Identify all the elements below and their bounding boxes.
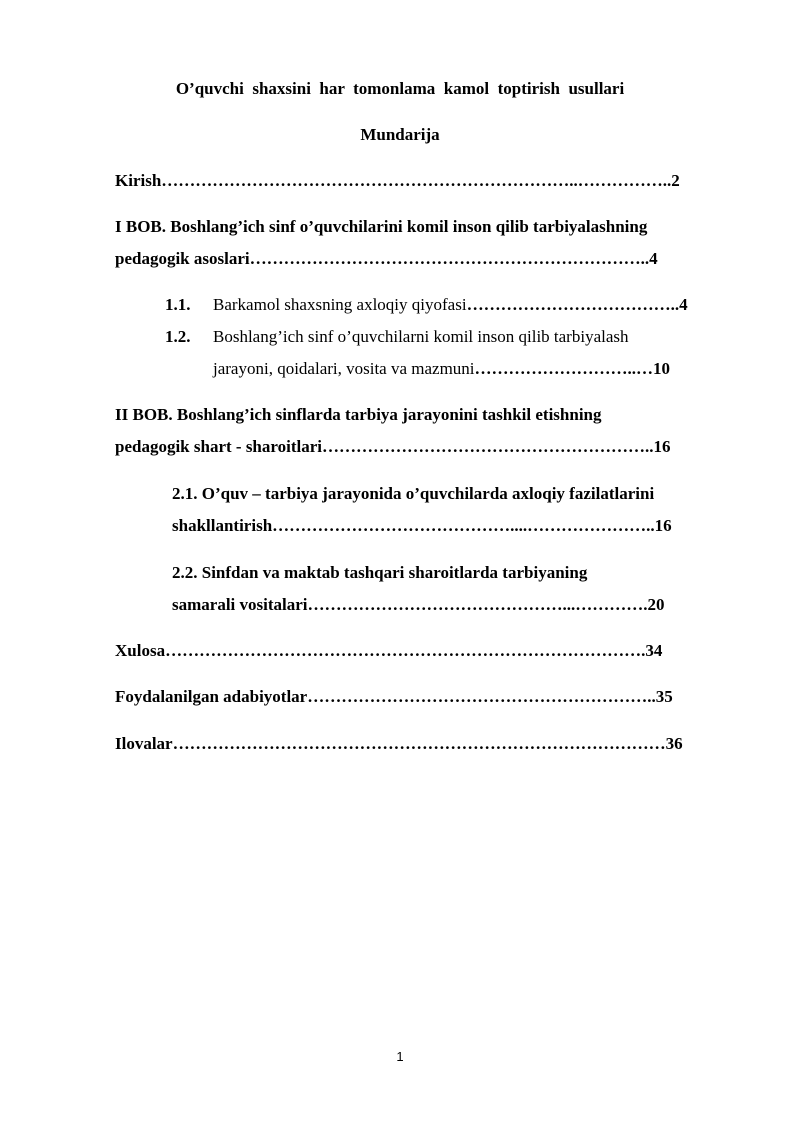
toc-entry-1-2-line2: [213, 360, 670, 377]
toc-entry-bob2-line2: pedagogik shart - sharoitlari…………………………………………………..16: [115, 437, 671, 456]
toc-entry-1-1: [165, 296, 688, 313]
toc-entry-2-2-line2: samarali vositalari………………………………………...………….20: [172, 595, 665, 614]
toc-entry-bob1-line1: I BOB. Boshlang’ich sinf o’quvchilarini komil inson qilib tarbiyalashning: [115, 217, 648, 236]
toc-entry-bob1-line2: pedagogik asoslari……………………………………………………………..4: [115, 249, 658, 268]
toc-number-1-1: 1.1.: [165, 295, 191, 314]
toc-entry-kirish: Kirish………………………………………………………………..……………..2: [115, 171, 680, 190]
toc-number-1-2: 1.2.: [165, 327, 191, 346]
toc-entry-1-2-line1: [165, 328, 629, 345]
toc-entry-2-1-line1: 2.1. O’quv – tarbiya jarayonida o’quvchilarda axloqiy fazilatlarini: [172, 484, 655, 503]
toc-text-1-2-line2: jarayoni, qoidalari, vosita va mazmuni: [213, 359, 475, 378]
contents-heading: Mundarija: [360, 125, 440, 144]
toc-text-1-2-line1: Boshlang’ich sinf o’quvchilarni komil inson qilib tarbiyalash: [213, 327, 629, 346]
page-number: 1: [396, 1049, 404, 1064]
toc-text-1-1: Barkamol shaxsning axloqiy qiyofasi: [213, 295, 467, 314]
toc-tail-1-1: ………………………………..4: [466, 295, 688, 314]
toc-entry-foydalanilgan: Foydalanilgan adabiyotlar……………………………………………………..35: [115, 687, 673, 706]
toc-entry-2-1-line2: shakllantirish……………………………………....…………………..16: [172, 516, 672, 535]
toc-tail-1-2: ………………………..…10: [474, 359, 671, 378]
toc-entry-2-2-line1: 2.2. Sinfdan va maktab tashqari sharoitlarda tarbiyaning: [172, 563, 588, 582]
toc-entry-ilovalar: Ilovalar……………………………………………………………………………36: [115, 734, 683, 753]
document-title: O’quvchi shaxsini har tomonlama kamol toptirish usullari: [175, 79, 625, 98]
toc-entry-xulosa: Xulosa………………………………………………………………………….34: [115, 641, 663, 660]
toc-entry-bob2-line1: II BOB. Boshlang’ich sinflarda tarbiya jarayonini tashkil etishning: [115, 405, 602, 424]
